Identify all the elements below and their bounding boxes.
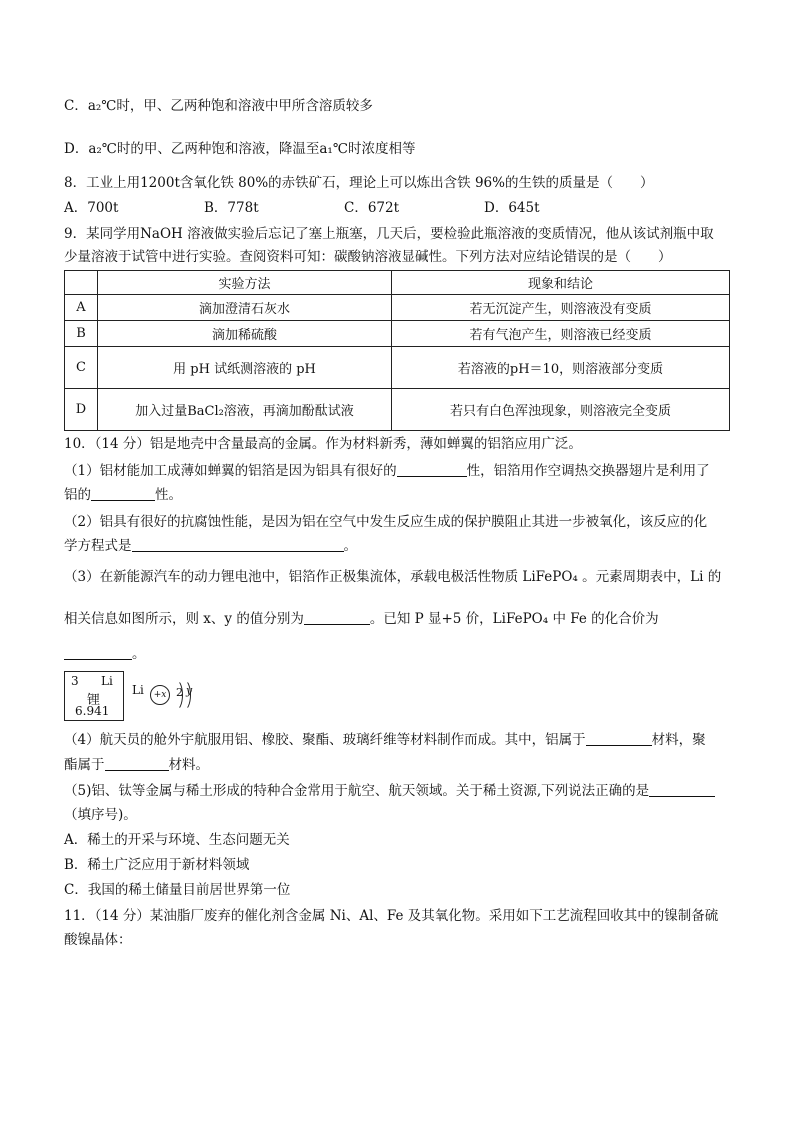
table-row [65, 389, 730, 431]
element-name: 锂 [87, 693, 101, 708]
q10-p5-blank[interactable] [649, 782, 715, 797]
q10-p4-text-a: （4）航天员的舱外宇航服用铝、橡胶、聚酯、玻璃纤维等材料制作而成。其中，铝属于 [64, 732, 586, 748]
q9-table [64, 270, 730, 431]
q8-option-b: B．778t [204, 200, 259, 216]
q10-part4-line1 [64, 730, 706, 750]
atom-symbol: Li [132, 683, 144, 697]
q10-part3-line2 [64, 609, 659, 629]
row-result: 若有气泡产生，则溶液已经变质 [392, 321, 730, 347]
row-result: 若无沉淀产生，则溶液没有变质 [392, 295, 730, 321]
q10-option-a: A．稀土的开采与环境、生态问题无关 [64, 832, 290, 848]
q8-option-a: A．700t [64, 200, 119, 216]
q10-p1-text-d: 性。 [155, 487, 182, 503]
element-symbol: Li [101, 674, 113, 688]
q11-stem-line2: 酸镍晶体： [64, 932, 132, 948]
q10-p1-text-b: 性，铝箔用作空调热交换器翅片是利用了 [466, 463, 710, 479]
q7-option-c: C．a₂℃时，甲、乙两种饱和溶液中甲所含溶质较多 [64, 98, 373, 114]
q10-part5-line2: （填序号)。 [64, 807, 137, 823]
q10-p1-blank-2[interactable] [91, 486, 155, 501]
q10-p3-blank-1[interactable] [304, 610, 370, 625]
atom-nucleus: +x [150, 685, 170, 705]
q10-p4-blank-2[interactable] [105, 756, 169, 771]
table-header-result: 现象和结论 [392, 271, 730, 295]
q10-p1-blank-1[interactable] [397, 462, 467, 477]
q10-p2-text-c: 。 [343, 538, 357, 554]
q7-option-d: D．a₂℃时的甲、乙两种饱和溶液，降温至a₁℃时浓度相等 [64, 141, 416, 157]
q8-stem: 8．工业上用1200t含氧化铁 80%的赤铁矿石，理论上可以炼出含铁 96%的生铁的质量是（ ） [64, 175, 654, 191]
element-atomic-mass: 6.941 [75, 704, 110, 718]
q10-option-b: B．稀土广泛应用于新材料领域 [64, 857, 250, 873]
q10-p4-blank-1[interactable] [586, 731, 652, 746]
shell-1-count: 2 [176, 686, 183, 699]
q10-p1-text-c: 铝的 [64, 487, 91, 503]
q10-part5-line1 [64, 781, 715, 801]
row-label: C [65, 347, 98, 389]
q10-option-c: C．我国的稀土储量目前居世界第一位 [64, 882, 291, 898]
q10-p4-text-d: 材料。 [168, 757, 209, 773]
shell-2-count: y [186, 684, 193, 697]
table-header-blank [65, 271, 98, 295]
q10-part3-line3 [64, 644, 146, 664]
element-cell-li [64, 671, 124, 721]
q9-stem-line2: 少量溶液于试管中进行实验。查阅资料可知：碳酸钠溶液显碱性。下列方法对应结论错误的是（ ） [64, 249, 672, 265]
q10-p3-text-b: 相关信息如图所示，则 x、y 的值分别为 [64, 611, 304, 627]
q8-option-c: C．672t [344, 200, 400, 216]
table-header-row [65, 271, 730, 295]
q10-part2-line1: （2）铝具有很好的抗腐蚀性能，是因为铝在空气中发生反应生成的保护膜阻止其进一步被氧化，该反应的化 [64, 514, 708, 530]
q10-part3-line1: （3）在新能源汽车的动力锂电池中，铝箔作正极集流体，承载电极活性物质 LiFePO₄ 。元素周期表中，Li 的 [64, 569, 722, 585]
row-method: 加入过量BaCl₂溶液，再滴加酚酞试液 [98, 389, 392, 431]
row-method: 滴加稀硫酸 [98, 321, 392, 347]
row-label: B [65, 321, 98, 347]
q10-part1-line1 [64, 461, 710, 481]
row-result: 若只有白色浑浊现象，则溶液完全变质 [392, 389, 730, 431]
q9-stem-line1: 9．某同学用NaOH 溶液做实验后忘记了塞上瓶塞，几天后，要检验此瓶溶液的变质情况，他从该试剂瓶中取 [64, 226, 714, 242]
row-result: 若溶液的pH＝10，则溶液部分变质 [392, 347, 730, 389]
q10-part2-line2 [64, 536, 357, 556]
table-row [65, 347, 730, 389]
q8-option-d: D．645t [484, 200, 540, 216]
row-label: A [65, 295, 98, 321]
q10-p3-text-c: 。已知 P 显+5 价，LiFePO₄ 中 Fe 的化合价为 [369, 611, 659, 627]
q11-stem-line1: 11．（14 分）某油脂厂废弃的催化剂含金属 Ni、Al、Fe 及其氧化物。采用如下工艺流程回收其中的镍制备硫 [64, 908, 719, 924]
row-label: D [65, 389, 98, 431]
q10-p1-text-a: （1）铝材能加工成薄如蝉翼的铝箔是因为铝具有很好的 [64, 463, 397, 479]
q10-p4-text-b: 材料，聚 [651, 732, 706, 748]
q10-p4-text-c: 酯属于 [64, 757, 105, 773]
q10-p2-text-b: 学方程式是 [64, 538, 132, 554]
q10-p3-text-d: 。 [132, 646, 146, 662]
q10-p3-blank-2[interactable] [64, 645, 132, 660]
row-method: 用 pH 试纸测溶液的 pH [98, 347, 392, 389]
table-header-method: 实验方法 [98, 271, 392, 295]
table-row [65, 321, 730, 347]
q10-part4-line2 [64, 755, 209, 775]
q10-p5-text-a: （5)铝、钛等金属与稀土形成的特种合金常用于航空、航天领域。关于稀土资源,下列说法正确的是 [64, 783, 650, 799]
q10-title: 10．（14 分）铝是地壳中含量最高的金属。作为材料新秀，薄如蝉翼的铝箔应用广泛。 [64, 436, 582, 452]
q10-part1-line2 [64, 485, 182, 505]
table-row [65, 295, 730, 321]
q10-p2-blank[interactable] [132, 537, 344, 552]
element-atomic-number: 3 [71, 674, 79, 688]
row-method: 滴加澄清石灰水 [98, 295, 392, 321]
